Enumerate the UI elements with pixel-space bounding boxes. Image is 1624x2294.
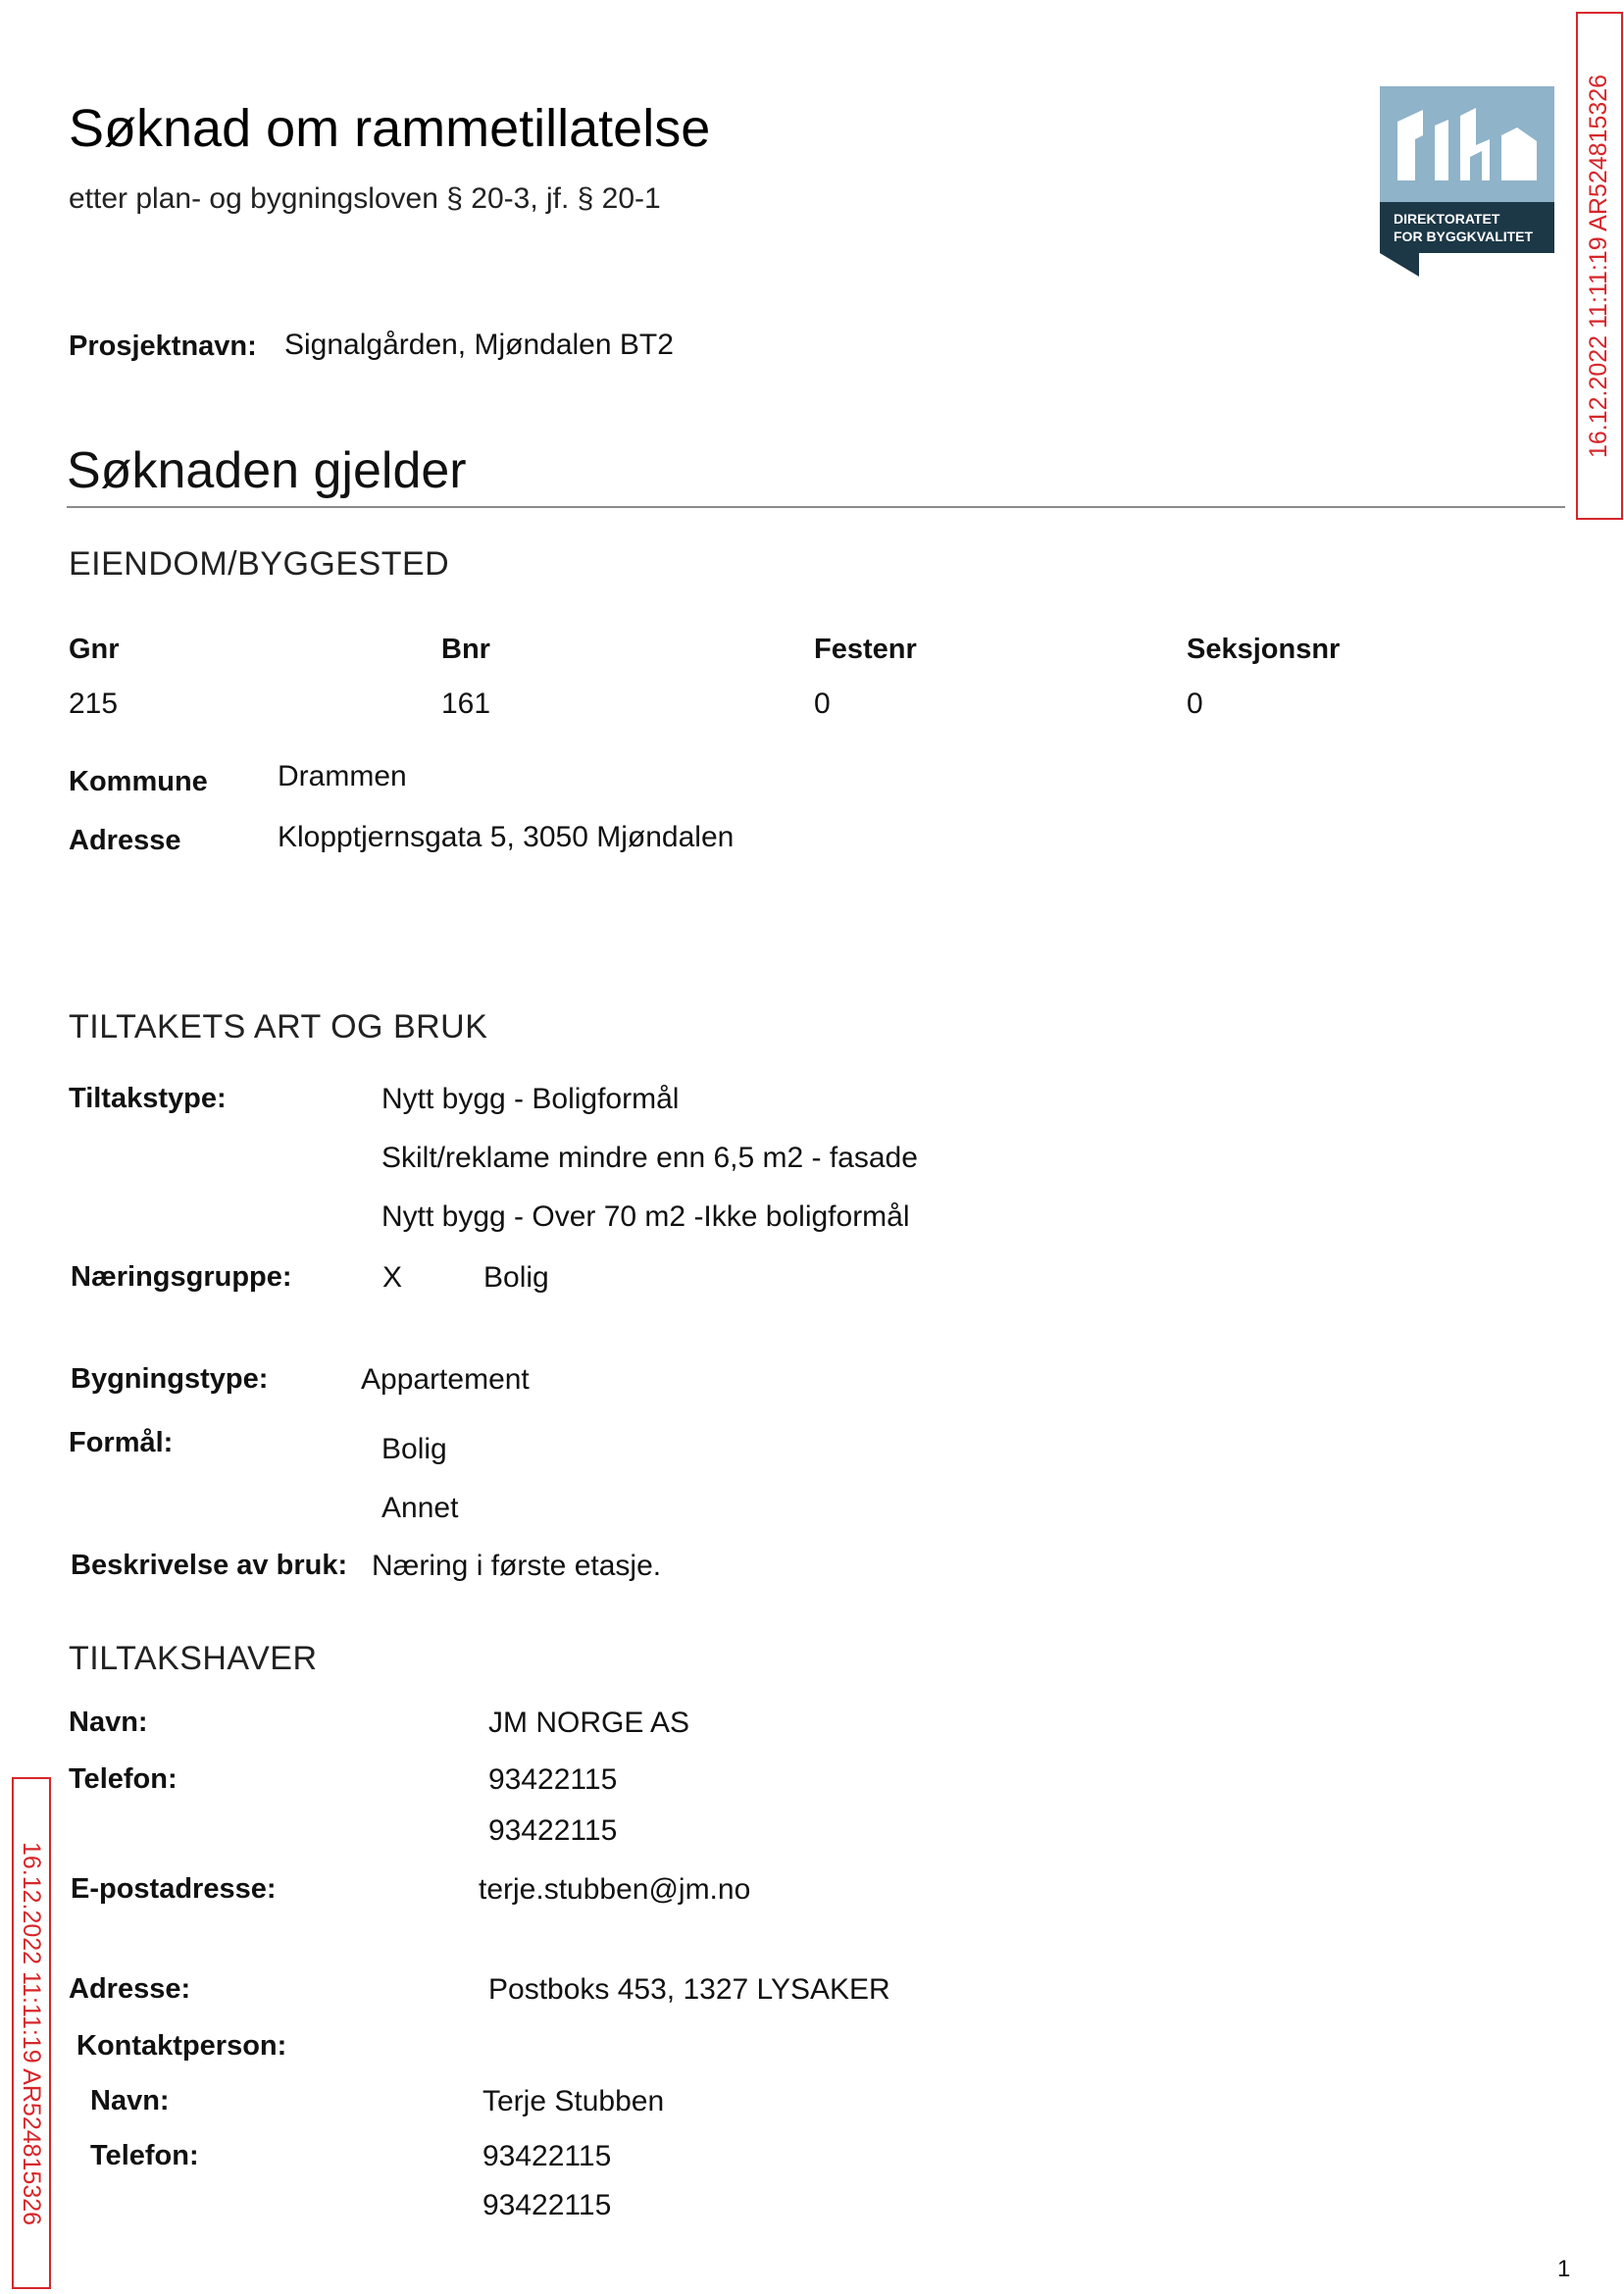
section-heading-tiltakshaver: TILTAKSHAVER: [69, 1640, 318, 1677]
kontakt-navn-value: Terje Stubben: [482, 2085, 665, 2117]
date-stamp-top: 16.12.2022 11:11:19 AR524815326: [1576, 12, 1623, 520]
naeringsgruppe-code: X: [382, 1261, 403, 1294]
tiltakshaver-adresse-label: Adresse:: [69, 1973, 191, 2005]
kontakt-telefon-value-1: 93422115: [482, 2140, 612, 2172]
beskrivelse-value: Næring i første etasje.: [372, 1550, 662, 1582]
kontakt-telefon-label: Telefon:: [90, 2140, 199, 2171]
tiltakstype-value-1: Nytt bygg - Boligformål: [381, 1083, 680, 1115]
section-heading-eiendom: EIENDOM/BYGGESTED: [69, 545, 450, 583]
tiltakshaver-navn-label: Navn:: [69, 1707, 148, 1738]
page-number: 1: [1557, 2256, 1571, 2282]
adresse-value: Klopptjernsgata 5, 3050 Mjøndalen: [278, 821, 735, 853]
adresse-label: Adresse: [69, 825, 181, 856]
section-divider: [67, 506, 1565, 508]
section-heading-tiltak: TILTAKETS ART OG BRUK: [69, 1008, 488, 1045]
beskrivelse-label: Beskrivelse av bruk:: [71, 1550, 348, 1581]
tiltakstype-value-2: Skilt/reklame mindre enn 6,5 m2 - fasade: [381, 1142, 918, 1174]
kommune-label: Kommune: [69, 766, 208, 797]
project-label: Prosjektnavn:: [69, 331, 257, 362]
seksjonsnr-value: 0: [1187, 688, 1203, 720]
kommune-value: Drammen: [278, 760, 407, 792]
epost-label: E-postadresse:: [71, 1873, 277, 1905]
project-value: Signalgården, Mjøndalen BT2: [284, 329, 674, 361]
epost-value: terje.stubben@jm.no: [479, 1873, 751, 1906]
naeringsgruppe-value: Bolig: [483, 1261, 549, 1294]
tiltakshaver-navn-value: JM NORGE AS: [488, 1707, 690, 1739]
formal-value-2: Annet: [381, 1492, 459, 1524]
logo-text-line2: FOR BYGGKVALITET: [1394, 229, 1534, 244]
naeringsgruppe-label: Næringsgruppe:: [71, 1261, 292, 1293]
formal-value-1: Bolig: [381, 1433, 447, 1465]
formal-label: Formål:: [69, 1427, 174, 1458]
tiltakshaver-telefon-value-1: 93422115: [488, 1763, 618, 1796]
bygningstype-value: Appartement: [361, 1363, 530, 1396]
kontaktperson-label: Kontaktperson:: [76, 2030, 287, 2062]
bnr-value: 161: [441, 688, 491, 720]
page-title: Søknad om rammetillatelse: [69, 99, 711, 158]
kontakt-navn-label: Navn:: [90, 2085, 170, 2116]
kontakt-telefon-value-2: 93422115: [482, 2189, 612, 2221]
gnr-value: 215: [69, 688, 119, 720]
dibk-logo: [1380, 86, 1554, 277]
tiltakstype-label: Tiltakstype:: [69, 1083, 227, 1114]
logo-text-line1: DIREKTORATET: [1394, 211, 1500, 227]
seksjonsnr-label: Seksjonsnr: [1187, 634, 1341, 665]
bnr-label: Bnr: [441, 634, 490, 665]
date-stamp-bottom: 16.12.2022 11:11:19 AR524815326: [12, 1777, 51, 2289]
festenr-label: Festenr: [814, 634, 917, 665]
bygningstype-label: Bygningstype:: [71, 1363, 269, 1395]
gnr-label: Gnr: [69, 634, 120, 665]
page-subtitle: etter plan- og bygningsloven § 20-3, jf. § 20-1: [69, 182, 661, 215]
section-heading-soknaden-gjelder: Søknaden gjelder: [67, 442, 467, 499]
festenr-value: 0: [814, 688, 831, 720]
tiltakshaver-telefon-value-2: 93422115: [488, 1814, 618, 1847]
tiltakshaver-telefon-label: Telefon:: [69, 1763, 178, 1795]
tiltakshaver-adresse-value: Postboks 453, 1327 LYSAKER: [488, 1973, 890, 2006]
tiltakstype-value-3: Nytt bygg - Over 70 m2 -Ikke boligformål: [381, 1200, 910, 1233]
